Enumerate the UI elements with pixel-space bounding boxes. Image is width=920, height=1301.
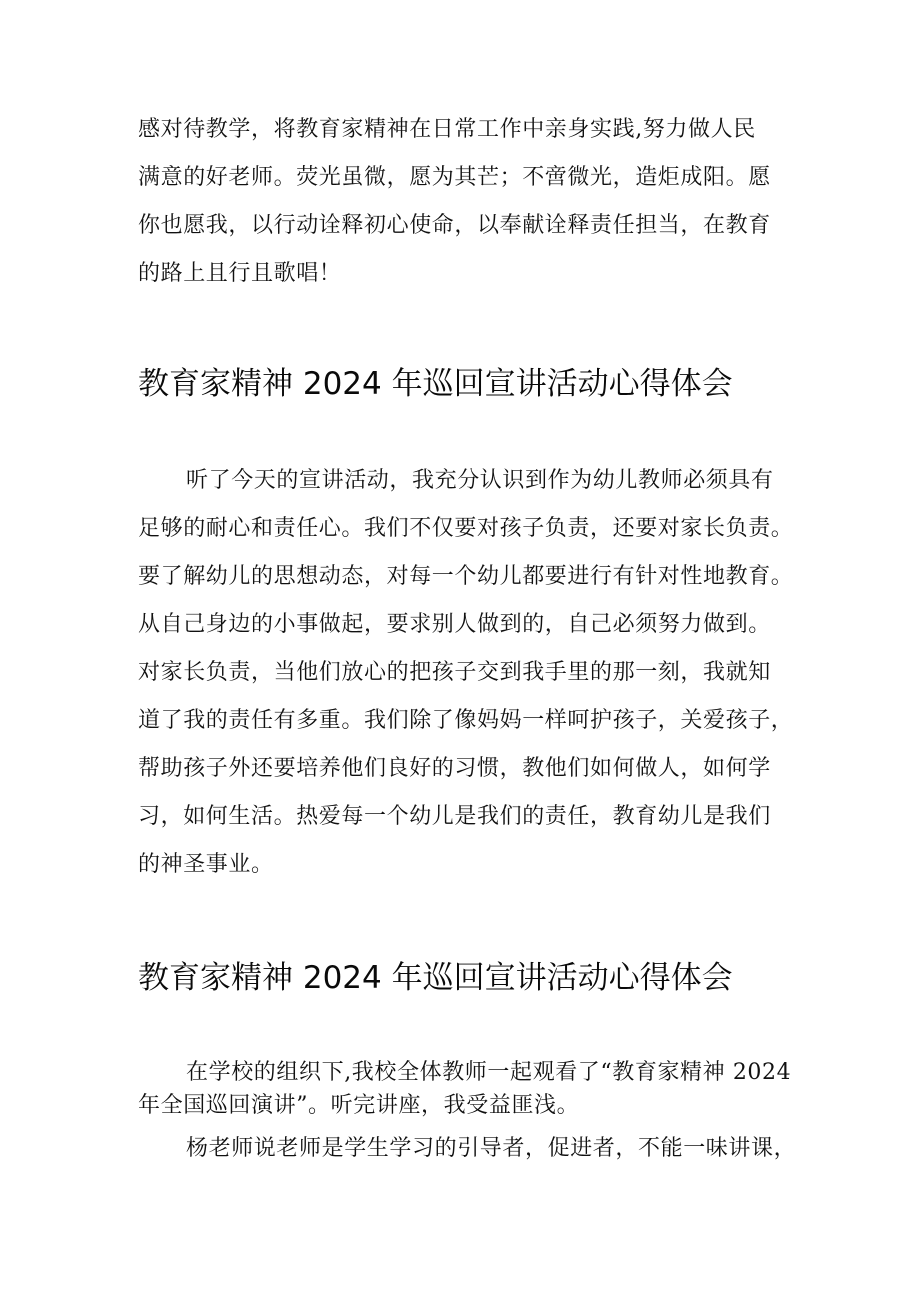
paragraph-line: 足够的耐心和责任心。我们不仅要对孩子负责，还要对家长负责。 — [138, 516, 794, 541]
paragraph-line: 道了我的责任有多重。我们除了像妈妈一样呵护孩子，关爱孩子， — [138, 708, 794, 733]
paragraph-line: 年全国巡回演讲”。听完讲座，我受益匪浅。 — [138, 1093, 580, 1118]
paragraph-line: 对家长负责，当他们放心的把孩子交到我手里的那一刻，我就知 — [138, 660, 771, 685]
paragraph-line: 习，如何生活。热爱每一个幼儿是我们的责任，教育幼儿是我们 — [138, 804, 771, 829]
paragraph-line: 感对待教学，将教育家精神在日常工作中亲身实践,努力做人民 — [138, 117, 756, 142]
paragraph-line: 从自己身边的小事做起，要求别人做到的，自己必须努力做到。 — [138, 612, 771, 637]
paragraph-line: 你也愿我，以行动诠释初心使命，以奉献诠释责任担当，在教育 — [138, 213, 771, 238]
paragraph-line: 帮助孩子外还要培养他们良好的习惯，教他们如何做人，如何学 — [138, 756, 771, 781]
paragraph-line: 杨老师说老师是学生学习的引导者，促进者，不能一味讲课， — [186, 1136, 797, 1161]
paragraph-line: 的路上且行且歌唱！ — [138, 261, 342, 286]
paragraph-line: 要了解幼儿的思想动态，对每一个幼儿都要进行有针对性地教育。 — [138, 564, 794, 589]
paragraph-line: 的神圣事业。 — [138, 852, 274, 877]
paragraph-line: 听了今天的宣讲活动，我充分认识到作为幼儿教师必须具有 — [186, 468, 774, 493]
section-heading: 教育家精神 2024 年巡回宣讲活动心得体会 — [138, 366, 733, 402]
section-heading: 教育家精神 2024 年巡回宣讲活动心得体会 — [138, 960, 733, 996]
paragraph-line: 满意的好老师。荧光虽微，愿为其芒；不啻微光，造炬成阳。愿 — [138, 165, 771, 190]
paragraph-line: 在学校的组织下,我校全体教师一起观看了“教育家精神 2024 — [186, 1060, 792, 1085]
